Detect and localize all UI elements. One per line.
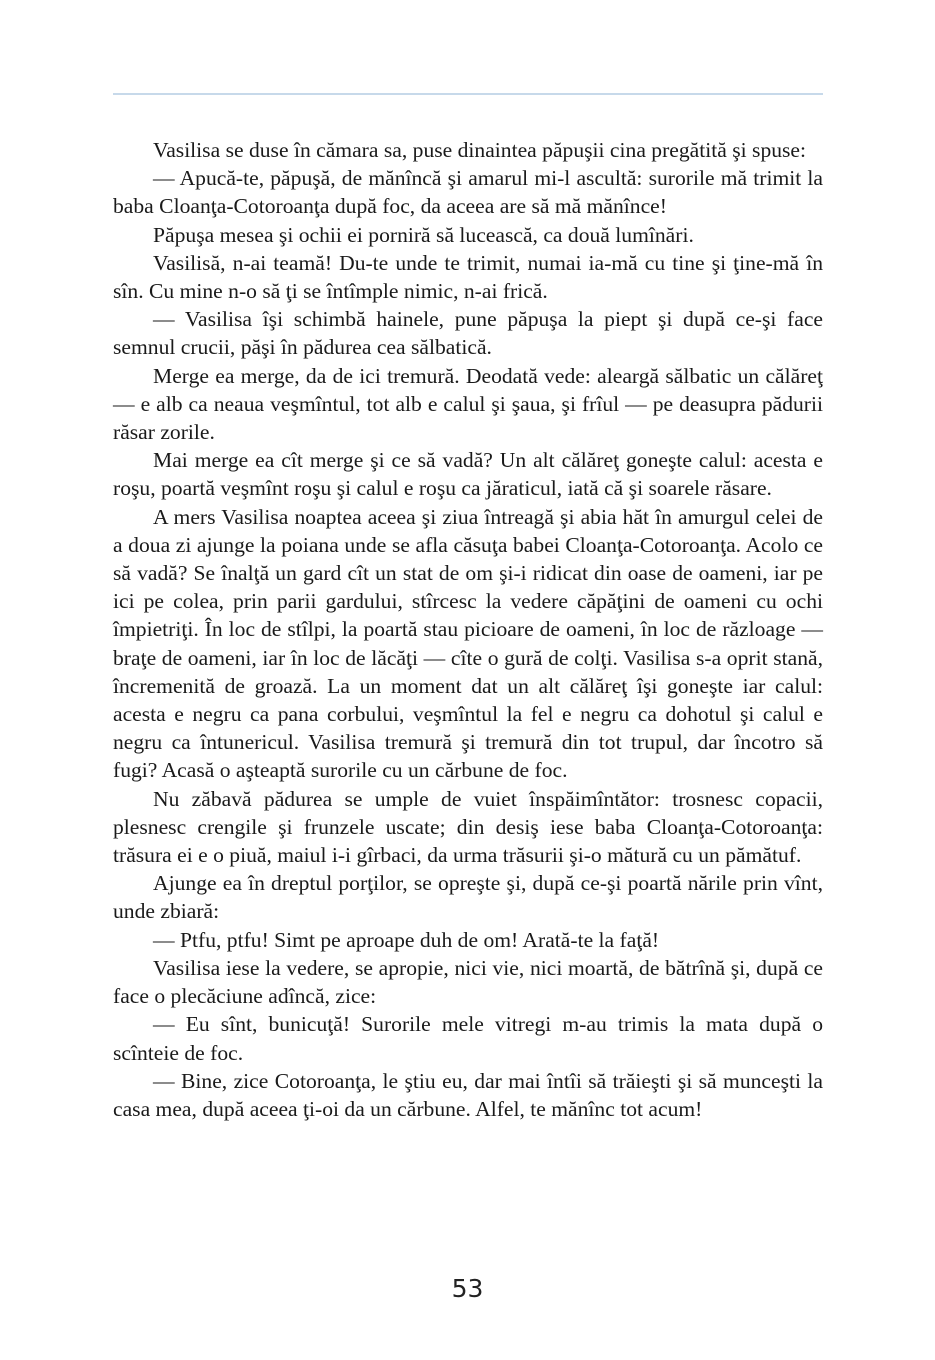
page-number: 53 xyxy=(451,1274,484,1303)
header-rule xyxy=(113,93,823,95)
paragraph-10: Ajunge ea în dreptul porţilor, se opreşte şi, după ce-şi poartă nările prin vînt, unde zbiară: xyxy=(113,871,823,924)
paragraph-9: Nu zăbavă pădurea se umple de vuiet înspăimîntător: trosnesc copacii, plesnesc crengile şi frunzele uscate; din desiş iese baba Cloanţa-Cotoroanţa: trăsura ei e o piuă, maiul i-i gîrbaci, da urma trăsurii şi-o mătură cu un pămătuf. xyxy=(113,786,823,868)
paragraph-7: Mai merge ea cît merge şi ce să vadă? Un alt călăreţ goneşte calul: acesta e roşu, poartă veşmînt roşu şi calul e roşu ca jăraticul, iată că şi soarele răsare. xyxy=(113,448,823,501)
paragraph-14: — Bine, zice Cotoroanţa, le ştiu eu, dar mai întîi să trăieşti şi să munceşti la casa mea, după aceea ţi-oi da un cărbune. Alfel, te mănînc tot acum! xyxy=(113,1068,823,1121)
paragraph-5: — Vasilisa îşi schimbă hainele, pune păpuşa la piept şi după ce-şi face semnul crucii, păşi în pădurea cea sălbatică. xyxy=(113,307,823,360)
paragraph-8: A mers Vasilisa noaptea aceea şi ziua întreagă şi abia hăt în amurgul celei de a doua zi ajunge la poiana unde se afla căsuţa babei Cloanţa-Cotoroanţa. Acolo ce să vadă? Se înalţă un gard cît un stat de om şi-i ridicat din oase de oameni, iar pe ici pe colea, prin parii gardului, stîrcesc la vedere căpăţini de oameni cu ochi împietriţi. În loc de stîlpi, la poartă stau picioare de oameni, în loc de răzloage — braţe de oameni, iar în loc de lăcăţi — cîte o gură de colţi. Vasilisa s-a oprit stană, încremenită de groază. La un moment dat un alt călăreţ îşi goneşte iar calul: acesta e negru ca pana corbului, veşmîntul la fel e negru ca dohotul şi calul e negru ca întunericul. Vasilisa tremură şi tremură din tot trupul, dar încotro să fugi? Acasă o aşteaptă surorile cu un cărbune de foc. xyxy=(113,504,823,783)
paragraph-6: Merge ea merge, da de ici tremură. Deodată vede: aleargă sălbatic un călăreţ — e alb ca neaua veşmîntul, tot alb e calul şi şaua, şi frîul — pe deasupra pădurii răsar zorile. xyxy=(113,363,823,445)
paragraph-13: — Eu sînt, bunicuţă! Surorile mele vitregi m-au trimis la mata după o scînteie de foc. xyxy=(113,1012,823,1065)
paragraph-1: Vasilisa se duse în cămara sa, puse dinaintea păpuşii cina pregătită şi spuse: xyxy=(153,138,807,162)
body-text xyxy=(113,136,823,1123)
paragraph-4: Vasilisă, n-ai teamă! Du-te unde te trimit, numai ia-mă cu tine şi ţine-mă în sîn. Cu mine n-o să ţi se întîmple nimic, n-ai frică. xyxy=(113,250,823,304)
paragraph-3: Păpuşa mesea şi ochii ei porniră să lucească, ca două lumînări. xyxy=(153,222,694,247)
paragraph-2: — Apucă-te, păpuşă, de mănîncă şi amarul mi-l ascultă: surorile mă trimit la baba Cloanţa-Cotoroanţa după foc, da aceea are să mă mănînce! xyxy=(113,166,823,219)
paragraph-11: — Ptfu, ptfu! Simt pe aproape duh de om! Arată-te la faţă! xyxy=(153,927,660,952)
paragraph-12: Vasilisa iese la vedere, se apropie, nici vie, nici moartă, de bătrînă şi, după ce face o plecăciune adîncă, zice: xyxy=(113,955,823,1009)
